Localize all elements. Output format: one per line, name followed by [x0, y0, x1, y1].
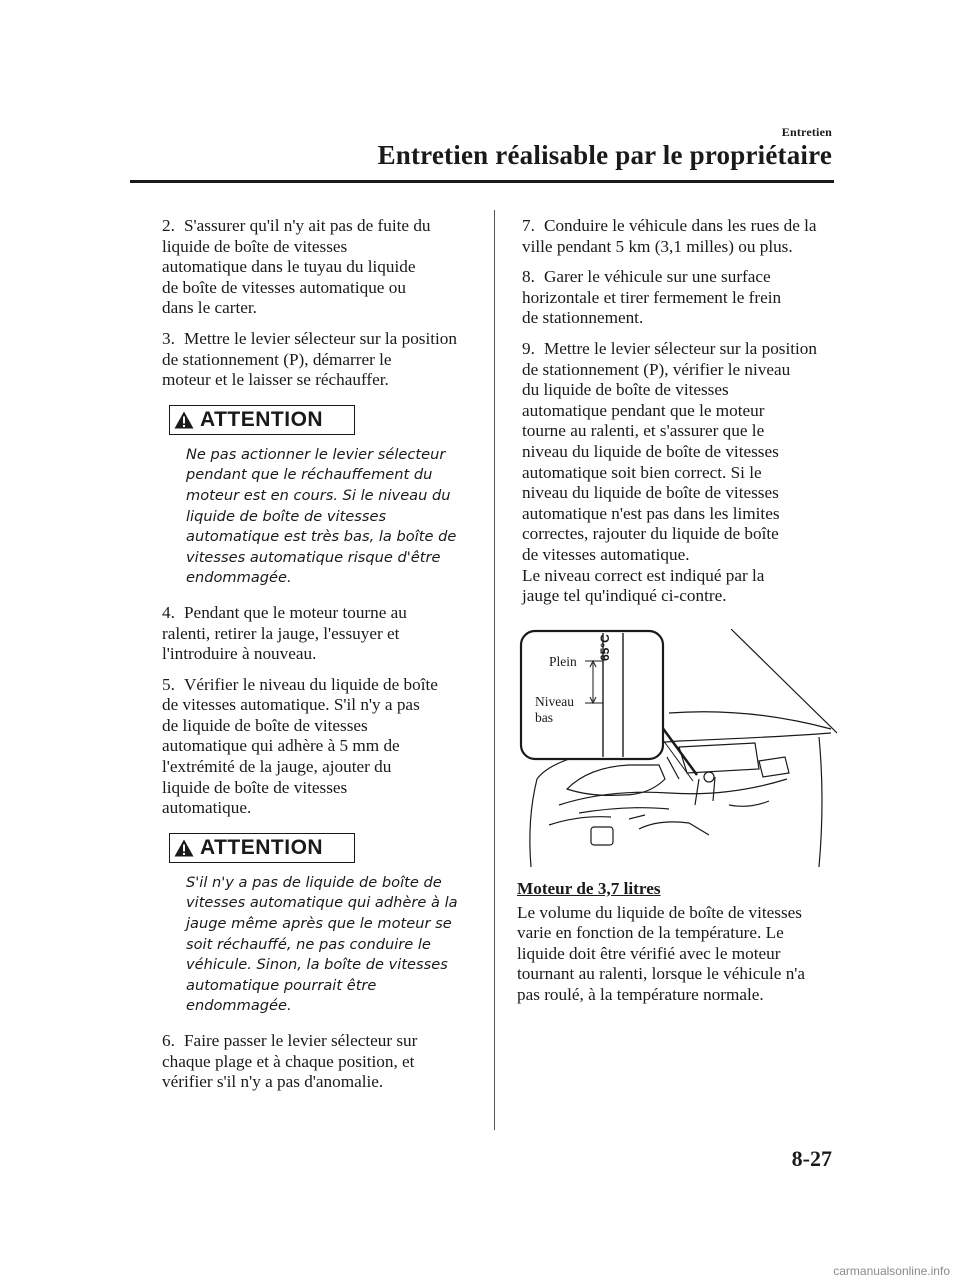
running-header-section: Entretien [781, 125, 832, 139]
step-2: 2. S'assurer qu'il n'y ait pas de fuite du liquide de boîte de vitesses automatique dans le tuyau du liquide de boîte de vitesses automatique ou dans le carter. [162, 216, 431, 318]
step-8: 8. Garer le véhicule sur une surface horizontale et tirer fermement le frein de stationnement. [522, 267, 782, 328]
header-rule [130, 180, 834, 183]
column-divider [494, 210, 495, 1130]
step-6: 6. Faire passer le levier sélecteur sur chaque plage et à chaque position, et vérifier s'il n'y a pas d'anomalie. [162, 1031, 418, 1092]
step-3: 3. Mettre le levier sélecteur sur la position de stationnement (P), démarrer le moteur et le laisser se réchauffer. [162, 328, 457, 390]
attention-box-2 [169, 833, 469, 1017]
step-4: 4. Pendant que le moteur tourne au ralenti, retirer la jauge, l'essuyer et l'introduire à nouveau. [162, 602, 407, 664]
page-number: 8-27 [791, 1146, 832, 1171]
step-9: 9. Mettre le levier sélecteur sur la position de stationnement (P), vérifier le niveau du liquide de boîte de vitesses automatique pendant que le moteur tourne au ralenti, et s'assurer que le niveau du liquide de boîte de vitesses automatique soit bien correct. Si le niveau du liquide de boîte de vitesses automatique n'est pas dans les limites correctes, rajouter du liquide de boîte de vitesses automatique. Le niveau correct est indiqué par la jauge tel qu'indiqué ci-contre. [522, 338, 817, 606]
label-full: Plein [549, 653, 577, 669]
watermark: carmanualsonline.info [833, 1264, 950, 1278]
attention-header: ATTENTION [169, 833, 355, 863]
engine-paragraph: Le volume du liquide de boîte de vitesses varie en fonction de la température. Le liquide doit être vérifié avec le moteur tournant au ralenti, lorsque le véhicule n'a pas roulé, à la température normale. [517, 902, 806, 1005]
warning-triangle-icon [174, 839, 194, 857]
step-5: 5. Vérifier le niveau du liquide de boîte de vitesses automatique. S'il n'y a pas de liquide de boîte de vitesses automatique qui adhère à 5 mm de l'extrémité de la jauge, ajouter du liquide de boîte de vitesses automatique. [162, 674, 438, 818]
right-column [517, 216, 837, 1006]
step-7: 7. Conduire le véhicule dans les rues de la ville pendant 5 km (3,1 milles) ou plus. [522, 216, 817, 256]
attention-text-2: S'il n'y a pas de liquide de boîte de vitesses automatique qui adhère à la jauge même après que le moteur se soit réchauffé, ne pas conduire le véhicule. Sinon, la boîte de vitesses automatique pourrait être endommagée. [186, 873, 458, 1015]
left-column [157, 216, 469, 1103]
attention-box-1 [169, 405, 469, 589]
dipstick-engine-illustration [519, 629, 837, 869]
running-header-title: Entretien réalisable par le propriétaire [377, 140, 832, 170]
warning-triangle-icon [174, 411, 194, 429]
attention-text-1: Ne pas actionner le levier sélecteur pendant que le réchauffement du moteur est en cours. Si le niveau du liquide de boîte de vitesses automatique est très bas, la boîte de vitesses automatique risque d'être endommagée. [186, 445, 457, 587]
engine-subheading: Moteur de 3,7 litres [517, 878, 661, 898]
attention-header: ATTENTION [169, 405, 355, 435]
label-low: Niveau bas [535, 693, 574, 725]
temperature-mark: 65°C [598, 633, 612, 661]
